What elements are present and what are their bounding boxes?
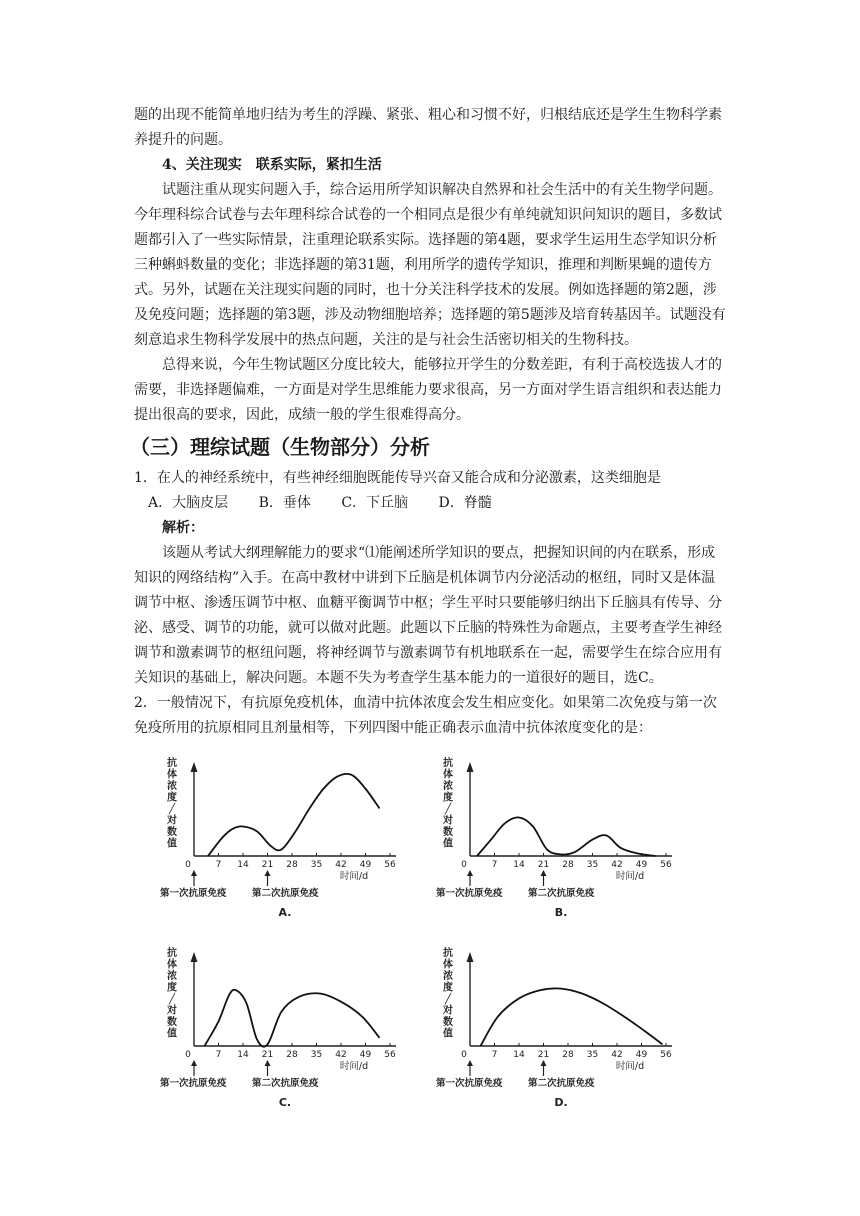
antigen-arrow-head <box>541 1060 547 1066</box>
y-axis-label-char: 数 <box>167 827 177 838</box>
y-axis-label-char: ╱ <box>168 994 176 1005</box>
y-axis-label-char: 值 <box>443 838 453 850</box>
analysis-text: 该题从考试大纲理解能力的要求“⑴能阐述所学知识的要点，把握知识间的内在联系，形成知识的网络结构”入手。在高中教材中讲到下丘脑是机体调节内分泌活动的枢纽，同时又是体温调节中枢、渗透压调节中枢、血糖平衡调节中枢；学生平时只要能够归纳出下丘脑具有传导、分泌、感受、调节的功能，就可以做对此题。此题以下丘脑的特殊性为命题点，主要考查学生神经调节和激素调节的枢纽问题，将神经调节与激素调节有机地联系在一起，需要学生在综合应用有关知识的基础上，解决问题。本题不失为考查学生基本能力的一道很好的题目，选C。 <box>134 545 722 686</box>
x-tick-label: 42 <box>611 1050 623 1060</box>
y-axis-label-char: 对 <box>167 1005 177 1017</box>
y-axis-label-char: 度 <box>443 982 453 994</box>
chart-a <box>160 752 410 922</box>
y-axis-label-char: 抗 <box>443 758 453 769</box>
y-axis-label-char: 体 <box>167 769 177 781</box>
x-tick-label: 35 <box>310 1050 323 1060</box>
panel-label: B. <box>554 906 568 919</box>
paragraph-summary: 总得来说，今年生物试题区分度比较大，能够拉开学生的分数差距，有利于高校选拔人才的需要，非选择题偏难，一方面是对学生思维能力要求很高，另一方面对学生语言组织和表达能力提出很高的要求，因此，成绩一般的学生很难得高分。 <box>134 357 722 423</box>
y-axis-label-char: 对 <box>443 815 453 827</box>
x-tick-label: 28 <box>562 1050 574 1060</box>
antigen-arrow-head <box>541 870 547 876</box>
x-tick-label: 0 <box>461 1050 467 1060</box>
y-axis-label-char: 浓 <box>443 781 453 792</box>
x-tick-label: 0 <box>185 1050 191 1060</box>
x-tick-label: 56 <box>384 1050 396 1060</box>
antigen-arrow-head <box>265 1060 271 1066</box>
figure-grid <box>160 752 720 1122</box>
y-axis-label-char: ╱ <box>444 804 452 815</box>
x-tick-label: 21 <box>537 1050 550 1060</box>
y-axis-label-char: ╱ <box>444 994 452 1005</box>
x-tick-label: 14 <box>513 860 525 870</box>
text-body <box>130 103 728 741</box>
x-tick-label: 56 <box>660 1050 672 1060</box>
annotation-second-immunization: 第二次抗原免疫 <box>252 888 319 899</box>
x-tick-label: 14 <box>237 860 249 870</box>
chart-b <box>436 752 686 922</box>
x-tick-label: 0 <box>461 860 467 870</box>
option-d: D．脊髓 <box>438 495 492 511</box>
x-tick-label: 14 <box>237 1050 249 1060</box>
chart-d <box>436 942 686 1112</box>
x-tick-label: 7 <box>215 860 222 870</box>
x-axis-label: 时间/d <box>615 1061 645 1072</box>
y-axis-label-char: 数 <box>443 827 453 838</box>
y-axis-label-char: 体 <box>167 959 177 971</box>
antigen-arrow-head <box>467 1060 473 1066</box>
option-a: A．大脑皮层 <box>148 495 229 511</box>
y-axis-label-char: 数 <box>167 1017 177 1028</box>
x-tick-label: 42 <box>335 1050 347 1060</box>
x-axis-label: 时间/d <box>339 1061 369 1072</box>
y-axis-label-char: 抗 <box>167 948 177 959</box>
annotation-first-immunization: 第一次抗原免疫 <box>436 1078 503 1089</box>
y-axis-label-char: 浓 <box>443 971 453 982</box>
x-tick-label: 28 <box>286 1050 298 1060</box>
y-axis-label-char: 度 <box>167 792 177 804</box>
x-tick-label: 35 <box>586 1050 599 1060</box>
x-tick-label: 21 <box>261 860 274 870</box>
y-axis-label-char: 值 <box>167 1028 177 1040</box>
analysis-label: 解析： <box>162 520 204 536</box>
x-tick-label: 7 <box>215 1050 222 1060</box>
y-axis-arrow <box>191 952 198 962</box>
x-tick-label: 21 <box>537 860 550 870</box>
y-axis-label-char: 数 <box>443 1017 453 1028</box>
annotation-first-immunization: 第一次抗原免疫 <box>160 1078 227 1089</box>
annotation-first-immunization: 第一次抗原免疫 <box>436 888 503 899</box>
annotation-first-immunization: 第一次抗原免疫 <box>160 888 227 899</box>
antigen-arrow-head <box>191 870 197 876</box>
y-axis-arrow <box>191 762 198 772</box>
series-line <box>208 774 380 856</box>
x-tick-label: 56 <box>384 860 396 870</box>
y-axis-label-char: 浓 <box>167 971 177 982</box>
series-line <box>481 988 663 1046</box>
y-axis-label-char: 体 <box>443 959 453 971</box>
y-axis-label-char: 抗 <box>443 948 453 959</box>
x-tick-label: 49 <box>635 860 648 870</box>
x-axis-label: 时间/d <box>615 871 645 882</box>
y-axis-label-char: 对 <box>167 815 177 827</box>
antigen-arrow-head <box>191 1060 197 1066</box>
question-1-stem: 1．在人的神经系统中，有些神经细胞既能传导兴奋又能合成和分泌激素，这类细胞是 <box>134 470 661 486</box>
y-axis-label-char: 抗 <box>167 758 177 769</box>
option-b: B．垂体 <box>258 495 311 511</box>
series-line <box>477 817 656 856</box>
x-tick-label: 28 <box>562 860 574 870</box>
antigen-arrow-head <box>265 870 271 876</box>
y-axis-arrow <box>467 952 474 962</box>
y-axis-label-char: 对 <box>443 1005 453 1017</box>
series-line <box>205 990 380 1047</box>
x-tick-label: 14 <box>513 1050 525 1060</box>
subheading-4: 4、关注现实 联系实际，紧扣生活 <box>162 157 382 173</box>
x-tick-label: 49 <box>359 860 372 870</box>
x-tick-label: 42 <box>335 860 347 870</box>
panel-label: A. <box>278 906 292 919</box>
y-axis-label-char: 体 <box>443 769 453 781</box>
annotation-second-immunization: 第二次抗原免疫 <box>528 888 595 899</box>
paragraph-reality: 试题注重从现实问题入手，综合运用所学知识解决自然界和社会生活中的有关生物学问题。今年理科综合试卷与去年理科综合试卷的一个相同点是很少有单纯就知识问知识的题目，多数试题都引入了一些实际情景，注重理论联系实际。选择题的第4题，要求学生运用生态学知识分析三种蝌蚪数量的变化；非选择题的第31题，利用所学的遗传学知识，推理和判断果蝇的遗传方式。另外，试题在关注现实问题的同时，也十分关注科学技术的发展。例如选择题的第2题，涉及免疫问题；选择题的第3题，涉及动物细胞培养；选择题的第5题涉及培育转基因羊。试题没有刻意追求生物科学发展中的热点问题，关注的是与社会生活密切相关的生物科技。 <box>134 182 726 348</box>
x-tick-label: 7 <box>491 1050 498 1060</box>
panel-label: C. <box>278 1096 292 1109</box>
x-tick-label: 56 <box>660 860 672 870</box>
x-axis-label: 时间/d <box>339 871 369 882</box>
paragraph-intro: 题的出现不能简单地归结为考生的浮躁、紧张、粗心和习惯不好，归根结底还是学生生物科学素养提升的问题。 <box>134 107 722 148</box>
annotation-second-immunization: 第二次抗原免疫 <box>252 1078 319 1089</box>
y-axis-label-char: 度 <box>443 792 453 804</box>
x-tick-label: 35 <box>310 860 323 870</box>
x-tick-label: 7 <box>491 860 498 870</box>
y-axis-label-char: ╱ <box>168 804 176 815</box>
x-tick-label: 21 <box>261 1050 274 1060</box>
x-tick-label: 49 <box>635 1050 648 1060</box>
y-axis-label-char: 值 <box>443 1028 453 1040</box>
section-title: （三）理综试题（生物部分）分析 <box>130 435 430 459</box>
question-1-options <box>134 491 728 516</box>
annotation-second-immunization: 第二次抗原免疫 <box>528 1078 595 1089</box>
x-tick-label: 28 <box>286 860 298 870</box>
y-axis-label-char: 浓 <box>167 781 177 792</box>
x-tick-label: 42 <box>611 860 623 870</box>
antigen-arrow-head <box>467 870 473 876</box>
x-tick-label: 0 <box>185 860 191 870</box>
question-2-stem: 2．一般情况下，有抗原免疫机体，血清中抗体浓度会发生相应变化。如果第二次免疫与第一次免疫所用的抗原相同且剂量相等，下列四图中能正确表示血清中抗体浓度变化的是： <box>134 695 717 736</box>
x-tick-label: 35 <box>586 860 599 870</box>
y-axis-arrow <box>467 762 474 772</box>
chart-c <box>160 942 410 1112</box>
option-c: C．下丘脑 <box>341 495 409 511</box>
panel-label: D. <box>554 1096 568 1109</box>
y-axis-label-char: 度 <box>167 982 177 994</box>
x-tick-label: 49 <box>359 1050 372 1060</box>
y-axis-label-char: 值 <box>167 838 177 850</box>
